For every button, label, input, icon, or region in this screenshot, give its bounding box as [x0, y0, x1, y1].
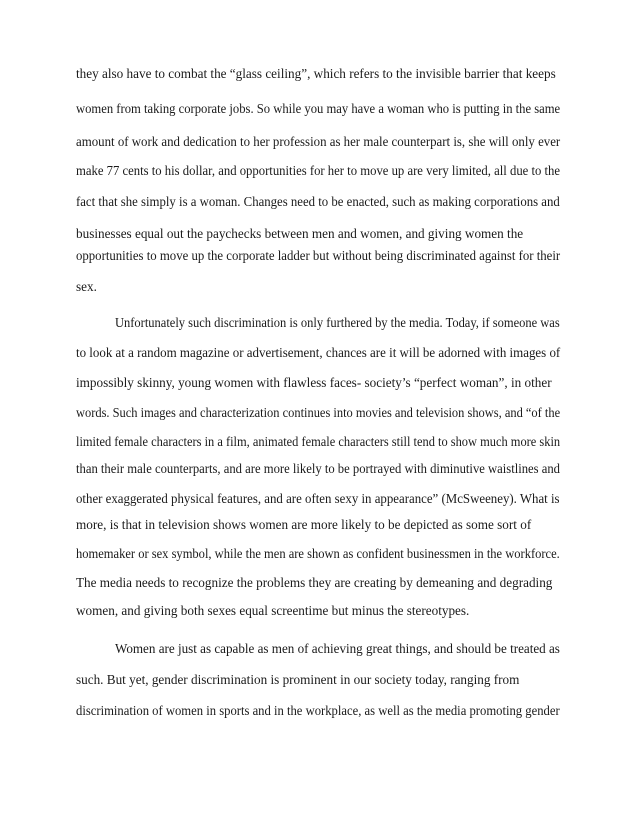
text-line: women from taking corporate jobs. So while you may have a woman who is putting in the same — [76, 101, 561, 116]
text-line: homemaker or sex symbol, while the men are shown as confident businessmen in the workforce. — [76, 546, 560, 561]
text-line: sex. — [76, 279, 97, 294]
text-line: businesses equal out the paychecks between men and women, and giving women the — [76, 226, 524, 241]
text-line: women, and giving both sexes equal screentime but minus the stereotypes. — [76, 603, 470, 618]
text-line: other exaggerated physical features, and are often sexy in appearance” (McSweeney). What is — [76, 491, 560, 506]
text-line: words. Such images and characterization continues into movies and television shows, and “of the — [76, 405, 561, 420]
text-line: than their male counterparts, and are more likely to be portrayed with diminutive waistlines and — [76, 461, 561, 476]
text-line: impossibly skinny, young women with flawless faces- society’s “perfect woman”, in other — [76, 375, 552, 390]
paragraph-first-line: Women are just as capable as men of achieving great things, and should be treated as — [115, 641, 560, 656]
paragraph-first-line: Unfortunately such discrimination is only furthered by the media. Today, if someone was — [115, 315, 560, 330]
text-line: make 77 cents to his dollar, and opportunities for her to move up are very limited, all due to the — [76, 163, 561, 178]
text-line: amount of work and dedication to her profession as her male counterpart is, she will only ever — [76, 134, 561, 149]
text-line: fact that she simply is a woman. Changes need to be enacted, such as making corporations and — [76, 194, 560, 209]
text-line: opportunities to move up the corporate ladder but without being discriminated against for their — [76, 248, 561, 263]
text-line: limited female characters in a film, animated female characters still tend to show much more skin — [76, 434, 561, 449]
text-line: more, is that in television shows women are more likely to be depicted as some sort of — [76, 517, 532, 532]
text-line: such. But yet, gender discrimination is prominent in our society today, ranging from — [76, 672, 520, 687]
text-line: discrimination of women in sports and in the workplace, as well as the media promoting gender — [76, 703, 560, 718]
text-line: The media needs to recognize the problems they are creating by demeaning and degrading — [76, 575, 553, 590]
text-line: they also have to combat the “glass ceiling”, which refers to the invisible barrier that keeps — [76, 66, 556, 81]
text-line: to look at a random magazine or advertisement, chances are it will be adorned with images of — [76, 345, 561, 360]
